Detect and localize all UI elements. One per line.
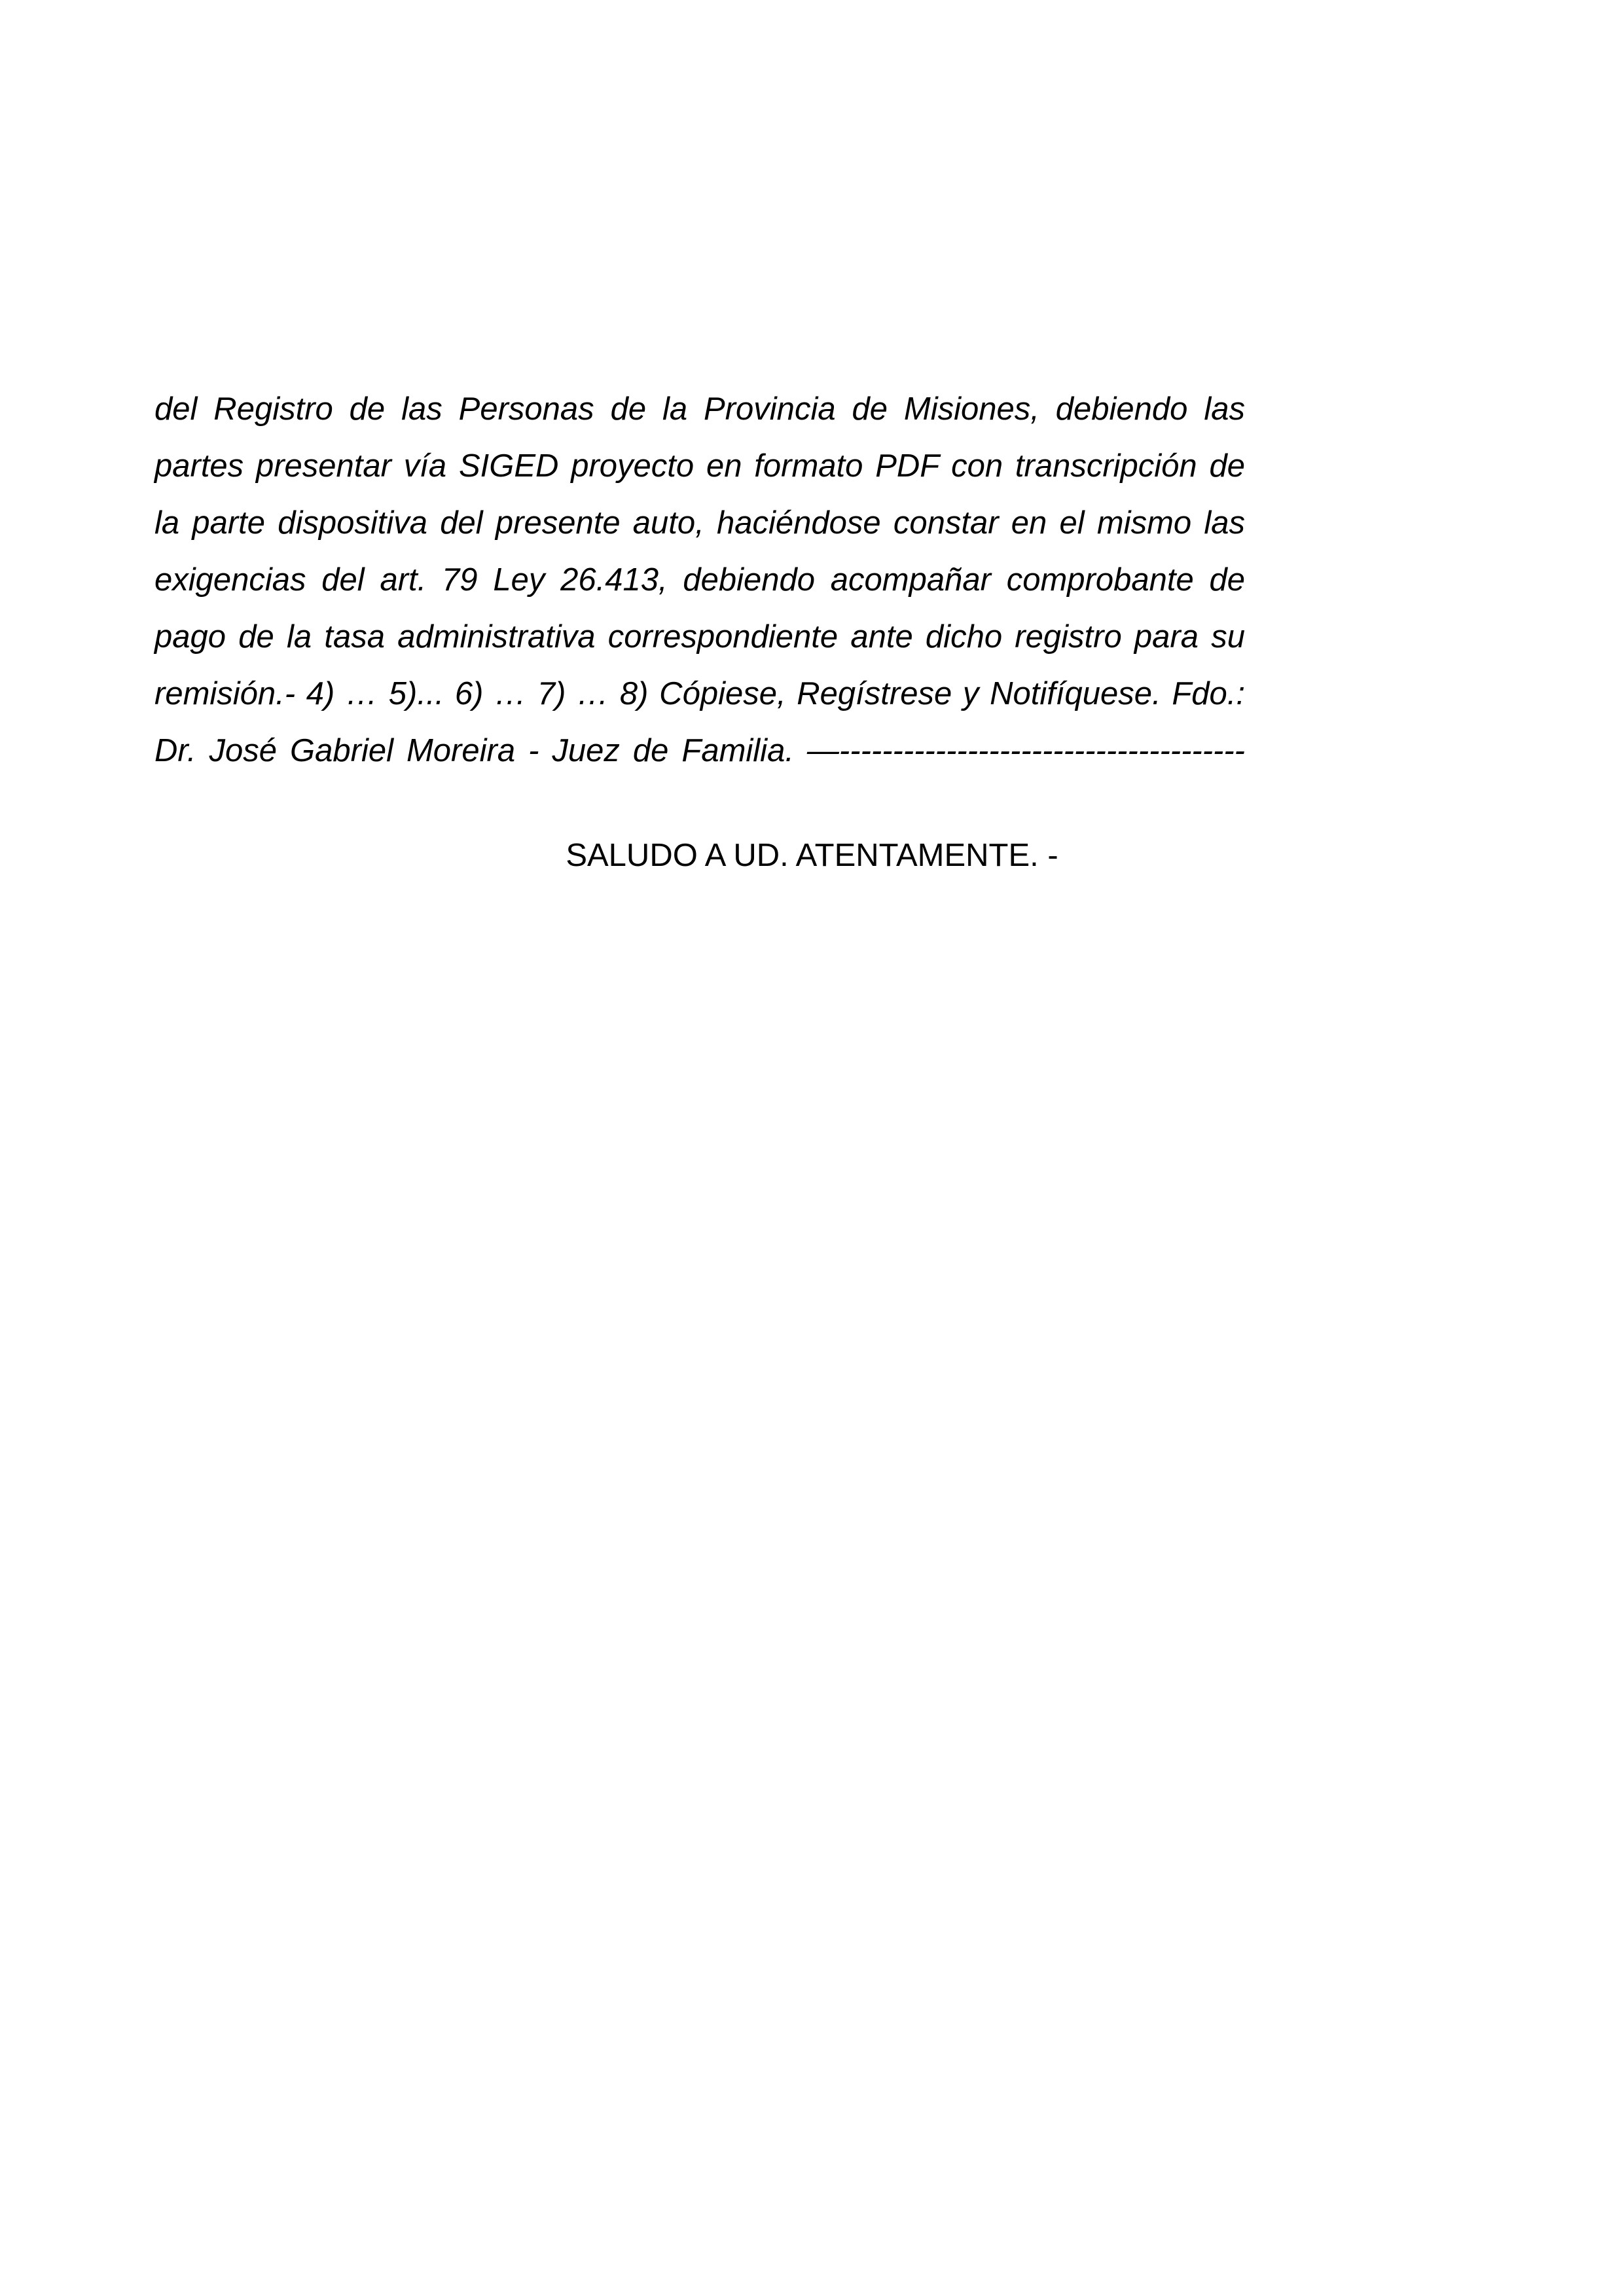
text-line: partes presentar vía SIGED proyecto en formato PDF con transcripción de [154, 448, 1245, 484]
resolution-text [154, 381, 1245, 780]
closing-salutation: SALUDO A UD. ATENTAMENTE. - [566, 838, 1058, 873]
text-line: pago de la tasa administrativa correspondiente ante dicho registro para su [154, 619, 1245, 655]
text-line: la parte dispositiva del presente auto, haciéndose constar en el mismo las [154, 505, 1245, 541]
text-line: del Registro de las Personas de la Provincia de Misiones, debiendo las [154, 391, 1245, 427]
text-line: remisión.- 4) … 5)... 6) … 7) … 8) Cópiese, Regístrese y Notifíquese. Fdo.: [154, 676, 1245, 711]
closing-salutation-block [0, 827, 1624, 884]
text-line: exigencias del art. 79 Ley 26.413, debiendo acompañar comprobante de [154, 562, 1245, 598]
text-line: Dr. José Gabriel Moreira - Juez de Familia. —-------------------------------------- [154, 733, 1245, 768]
